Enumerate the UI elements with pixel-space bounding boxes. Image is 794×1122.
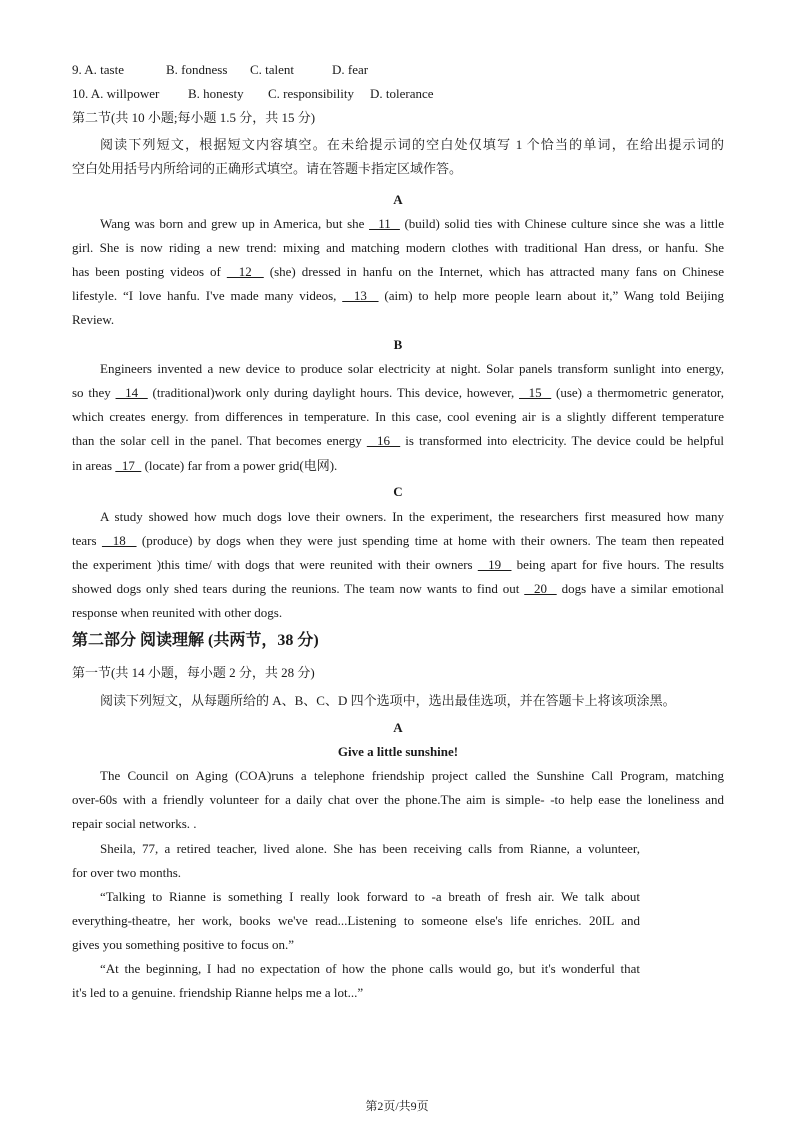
blank-17: 17 [115, 458, 142, 473]
page-number: 第2页/共9页 [365, 1099, 429, 1113]
part-2-title: 第二部分 阅读理解 (共两节，38 分) [72, 632, 319, 649]
passage-a-label: A [393, 192, 403, 207]
q10-option-c: C. responsibility [268, 86, 354, 101]
section-2-instructions-line2: 空白处用括号内所给词的正确形式填空。请在答题卡指定区域作答。 [72, 161, 463, 176]
blank-16: 16 [366, 433, 401, 448]
blank-11: 11 [369, 216, 400, 231]
q9-option-a: 9. A. taste [72, 62, 124, 77]
passage-a-line1 [100, 216, 724, 232]
passage-c-line1: A study showed how much dogs love their owners. In the experiment, the researchers first measured how many [100, 509, 724, 524]
blank-14: 14 [115, 385, 148, 400]
passage-b-line4 [72, 433, 724, 449]
text: (traditional)work only during daylight hours. This device, however, [147, 385, 520, 400]
passage-c-line5: response when reunited with other dogs. [72, 605, 283, 620]
text: Wang was born and grew up in America, but she [100, 216, 370, 231]
passage-c-line2 [72, 533, 724, 549]
q10-option-d: D. tolerance [370, 86, 434, 101]
passage-a-line3 [72, 264, 724, 280]
passage-c-line4 [72, 581, 724, 597]
question-10-options [72, 86, 724, 102]
text: is transformed into electricity. The device could be helpful [400, 433, 724, 448]
passage-b-label: B [393, 337, 403, 352]
passage-b-line1: Engineers invented a new device to produce solar electricity at night. Solar panels transform sunlight into energy, [100, 361, 724, 376]
blank-20: 20 [524, 581, 557, 596]
text: showed dogs only shed tears during the reunions. The team now wants to find out [72, 581, 525, 596]
part-2-section-1-header: 第一节(共 14 小题，每小题 2 分，共 28 分) [72, 665, 315, 680]
text: than the solar cell in the panel. That becomes energy [72, 433, 367, 448]
text: tears [72, 533, 102, 548]
reading-a-p2-line1: Sheila, 77, a retired teacher, lived alone. She has been receiving calls from Rianne, a volunteer, [100, 841, 640, 856]
blank-12: 12 [226, 264, 264, 279]
reading-a-title: Give a little sunshine! [337, 744, 459, 759]
passage-a-line4 [72, 288, 724, 304]
blank-19: 19 [477, 557, 512, 572]
blank-18: 18 [101, 533, 137, 548]
reading-a-p3-line1: “Talking to Rianne is something I really look forward to -a breath of fresh air. We talk about [100, 889, 640, 904]
text: dogs have a similar emotional [556, 581, 724, 596]
q10-option-b: B. honesty [188, 86, 244, 101]
section-2-header: 第二节(共 10 小题;每小题 1.5 分，共 15 分) [72, 110, 316, 125]
text: being apart for five hours. The results [511, 557, 724, 572]
text: (locate) far from a power grid(电网). [141, 458, 338, 473]
text: lifestyle. “I love hanfu. I've made many videos, [72, 288, 343, 303]
q10-option-a: 10. A. willpower [72, 86, 160, 101]
q9-option-d: D. fear [332, 62, 369, 77]
reading-a-p3-line3: gives you something positive to focus on.” [72, 937, 295, 952]
reading-a-p4-line1: “At the beginning, I had no expectation of how the phone calls would go, but it's wonderful that [100, 961, 640, 976]
reading-a-p1-line2: over-60s with a friendly volunteer for a daily chat over the phone.The aim is simple- -to help ease the loneliness and [72, 792, 724, 807]
text: (aim) to help more people learn about it,” Wang told Beijing [378, 288, 724, 303]
blank-13: 13 [342, 288, 379, 303]
text: (she) dressed in hanfu on the Internet, which has attracted many fans on Chinese [263, 264, 724, 279]
q9-option-b: B. fondness [166, 62, 228, 77]
passage-c-line3 [72, 557, 724, 573]
reading-a-p1-line3: repair social networks. . [72, 816, 197, 831]
reading-a-label: A [393, 720, 403, 735]
reading-a-p4-line2: it's led to a genuine. friendship Rianne helps me a lot...” [72, 985, 364, 1000]
reading-a-p3-line2: everything-theatre, her work, books we've read...Listening to someone else's life enriches. 20IL and [72, 913, 640, 928]
passage-c-label: C [393, 484, 403, 499]
blank-15: 15 [519, 385, 552, 400]
reading-a-p1-line1: The Council on Aging (COA)runs a telephone friendship project called the Sunshine Call Program, matching [100, 768, 724, 783]
passage-a-line5: Review. [72, 312, 115, 327]
section-2-instructions-line1: 阅读下列短文，根据短文内容填空。在未给提示词的空白处仅填写 1 个恰当的单词，在给出提示词的 [100, 137, 724, 152]
passage-a-line2: girl. She is now riding a new trend: mixing and matching modern clothes with traditional Han dress, or hanfu. She [72, 240, 724, 255]
passage-b-line3: which creates energy. from differences in temperature. In this case, cool evening air is a slightly different temperature [72, 409, 724, 424]
text: (produce) by dogs when they were just spending time at home with their owners. The team then repeated [136, 533, 724, 548]
text: (build) solid ties with Chinese culture since she was a little [399, 216, 724, 231]
question-9-options [72, 62, 724, 78]
text: (use) a thermometric generator, [551, 385, 724, 400]
passage-b-line5 [72, 458, 724, 474]
reading-a-p2-line2: for over two months. [72, 865, 182, 880]
q9-option-c: C. talent [250, 62, 295, 77]
text: so they [72, 385, 116, 400]
text: in areas [72, 458, 116, 473]
text: the experiment )this time/ with dogs that were reunited with their owners [72, 557, 478, 572]
part-2-instructions: 阅读下列短文，从每题所给的 A、B、C、D 四个选项中，选出最佳选项，并在答题卡上将该项涂黑。 [100, 693, 676, 708]
passage-b-line2 [72, 385, 724, 401]
text: has been posting videos of [72, 264, 227, 279]
